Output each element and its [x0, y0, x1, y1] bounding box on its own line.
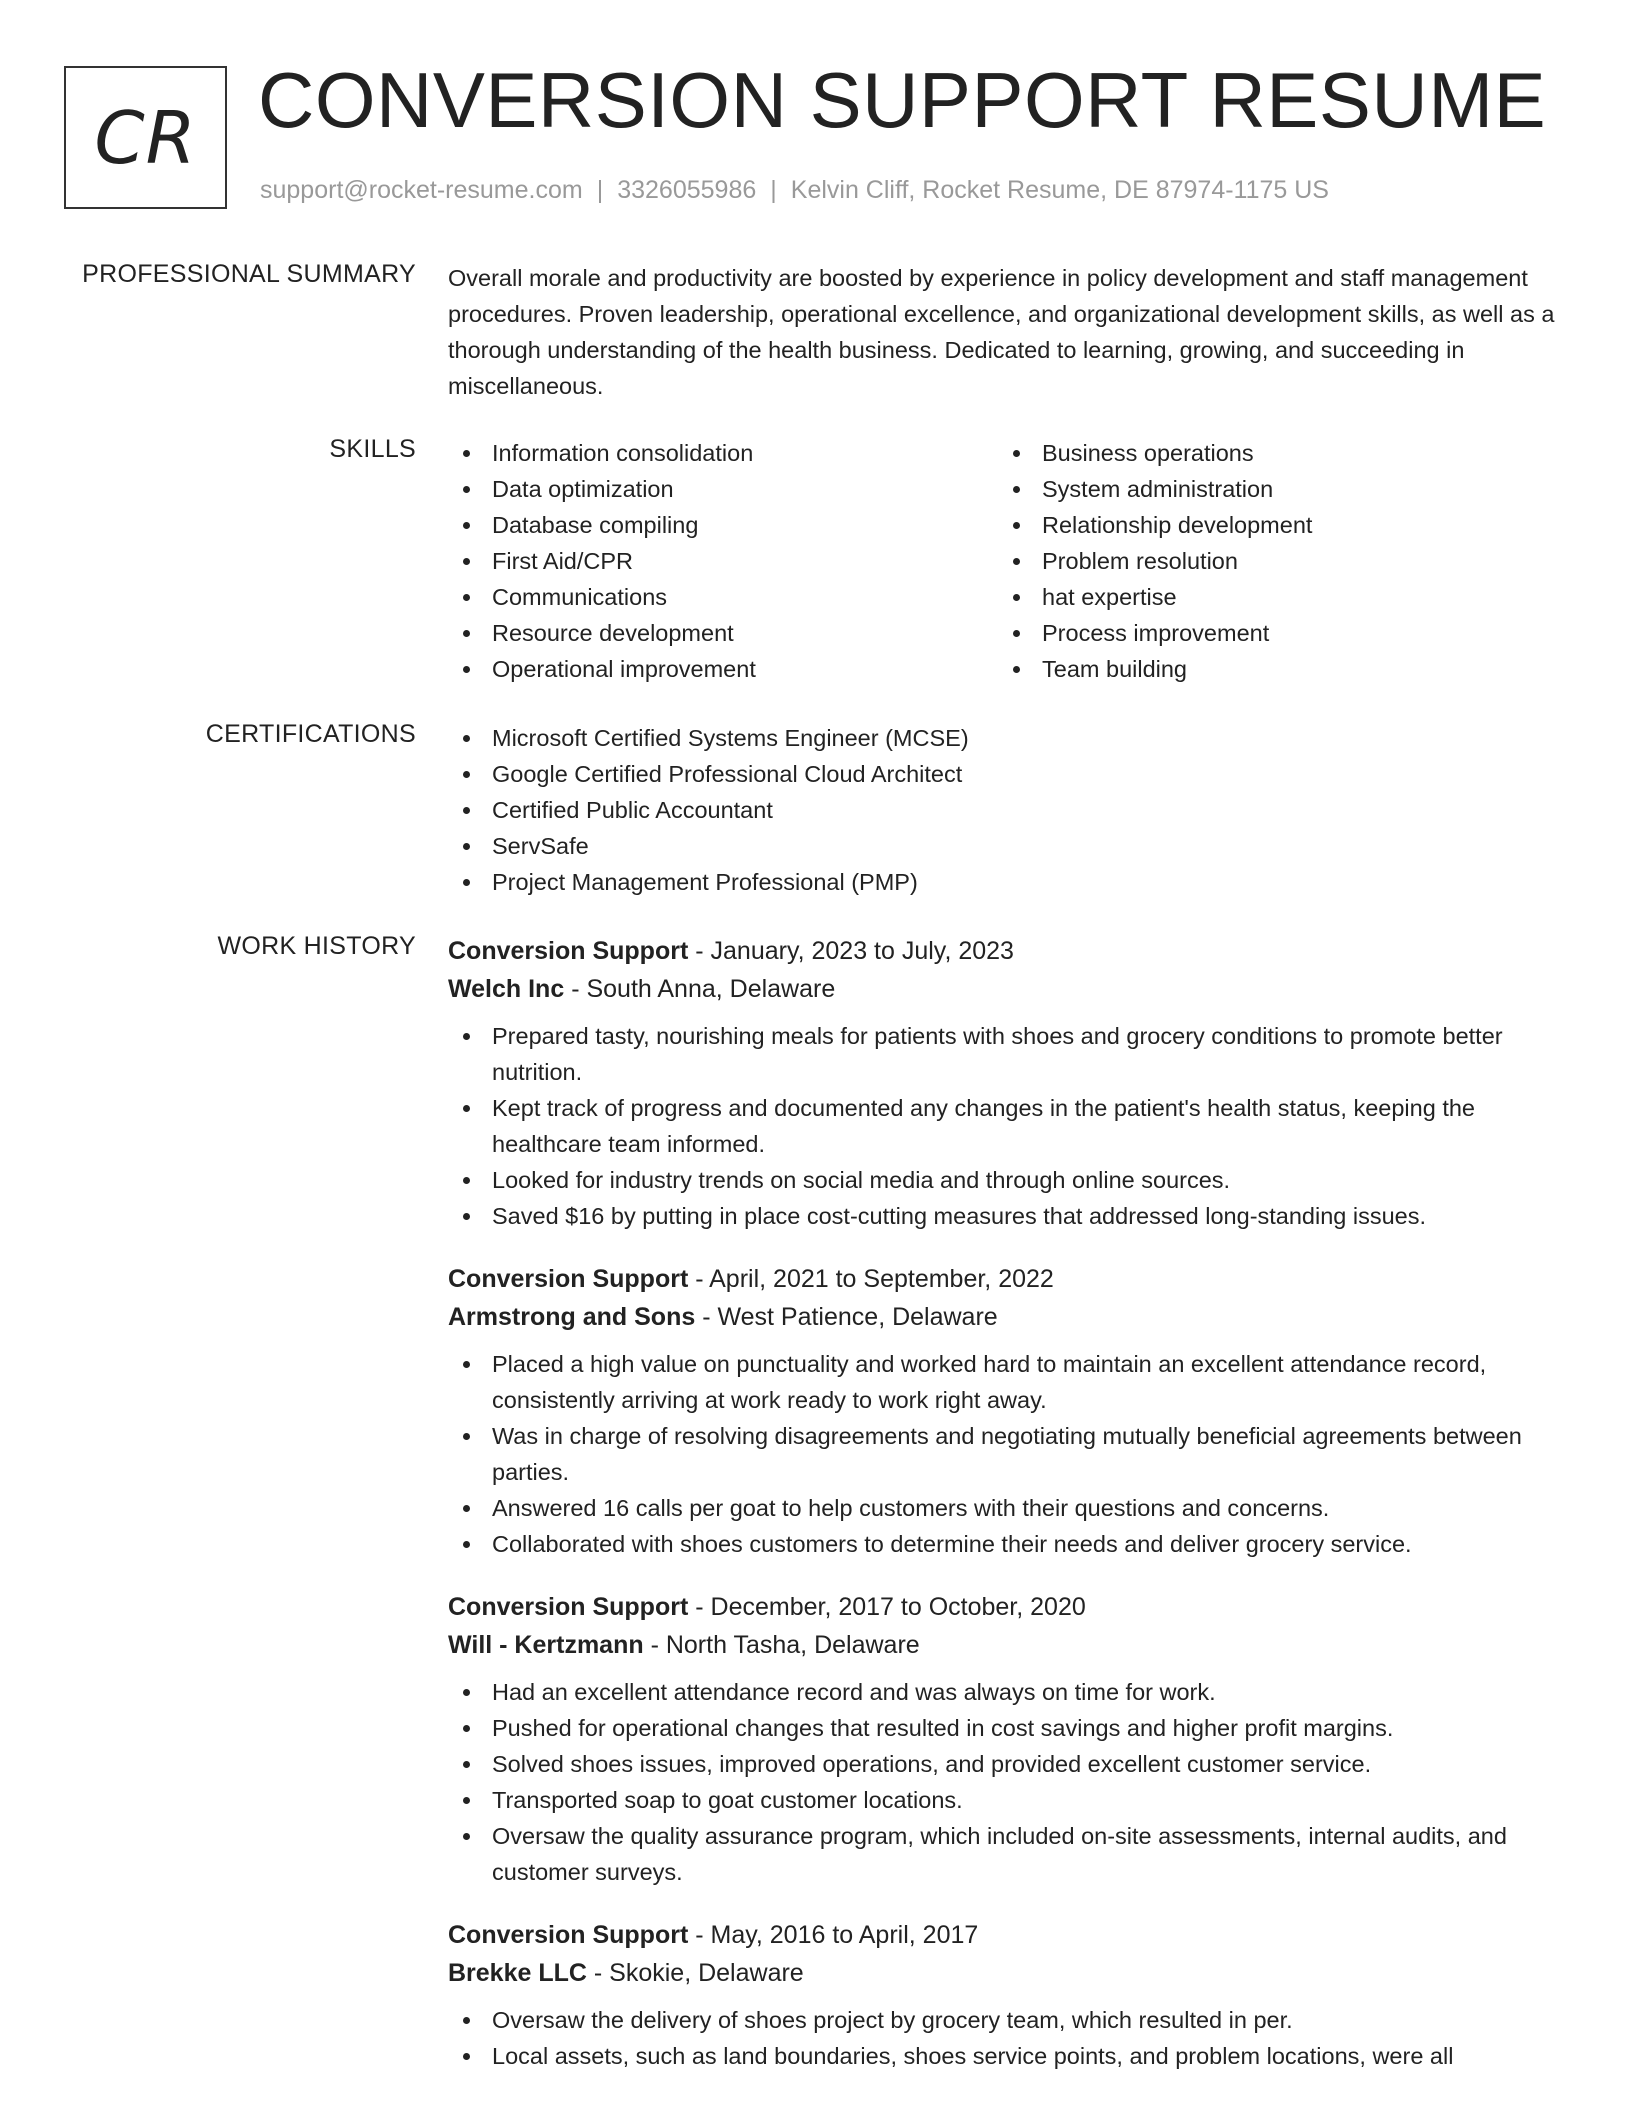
monogram-box — [64, 66, 227, 209]
job-title: Conversion Support — [448, 1265, 689, 1293]
job-entry — [448, 1916, 1574, 2074]
skill-item: Process improvement — [998, 615, 1548, 651]
job-company-line — [448, 1954, 1574, 1992]
job-dates: - January, 2023 to July, 2023 — [688, 937, 1014, 965]
skill-item: First Aid/CPR — [448, 543, 998, 579]
contact-separator: | — [770, 176, 777, 204]
job-duty-item: Solved shoes issues, improved operations, and provided excellent customer service. — [448, 1746, 1574, 1782]
job-duty-item: Had an excellent attendance record and was always on time for work. — [448, 1674, 1574, 1710]
job-title-line — [448, 1260, 1574, 1298]
job-duty-item: Answered 16 calls per goat to help customers with their questions and concerns. — [448, 1490, 1574, 1526]
job-title-line — [448, 932, 1574, 970]
skill-item: Information consolidation — [448, 435, 998, 471]
certification-item: Project Management Professional (PMP) — [448, 864, 1574, 900]
summary-body — [448, 260, 1574, 404]
skill-item: Problem resolution — [998, 543, 1548, 579]
monogram-initials: CR — [94, 95, 197, 180]
job-duty-item: Collaborated with shoes customers to determine their needs and deliver grocery service. — [448, 1526, 1574, 1562]
job-duty-item: Oversaw the quality assurance program, which included on-site assessments, internal audits, and customer surveys. — [448, 1818, 1574, 1890]
job-title: Conversion Support — [448, 1921, 689, 1949]
job-entry — [448, 1260, 1574, 1562]
certification-item: ServSafe — [448, 828, 1574, 864]
job-duties-list — [448, 1346, 1574, 1562]
contact-address: Kelvin Cliff, Rocket Resume, DE 87974-1175 US — [790, 176, 1329, 204]
job-company: Will - Kertzmann — [448, 1631, 644, 1659]
skill-item: hat expertise — [998, 579, 1548, 615]
job-entry — [448, 1588, 1574, 1890]
resume-title: CONVERSION SUPPORT RESUME — [258, 56, 1547, 144]
job-dates: - April, 2021 to September, 2022 — [688, 1265, 1054, 1293]
job-duty-item: Kept track of progress and documented any changes in the patient's health status, keeping the healthcare team informed. — [448, 1090, 1574, 1162]
section-label-summary: PROFESSIONAL SUMMARY — [82, 260, 416, 288]
work-history-body — [448, 932, 1574, 2100]
job-title-line — [448, 1916, 1574, 1954]
job-company: Armstrong and Sons — [448, 1303, 696, 1331]
job-duty-item: Local assets, such as land boundaries, shoes service points, and problem locations, were all — [448, 2038, 1574, 2074]
job-title: Conversion Support — [448, 937, 689, 965]
certification-item: Google Certified Professional Cloud Architect — [448, 756, 1574, 792]
job-duty-item: Pushed for operational changes that resulted in cost savings and higher profit margins. — [448, 1710, 1574, 1746]
section-label-skills: SKILLS — [329, 435, 416, 463]
job-duty-item: Was in charge of resolving disagreements and negotiating mutually beneficial agreements between parties. — [448, 1418, 1574, 1490]
job-duty-item: Placed a high value on punctuality and worked hard to maintain an excellent attendance record, consistently arriving at work ready to work right away. — [448, 1346, 1574, 1418]
job-company-line — [448, 1626, 1574, 1664]
skill-item: Business operations — [998, 435, 1548, 471]
section-label-work-history: WORK HISTORY — [217, 932, 416, 960]
skill-item: System administration — [998, 471, 1548, 507]
job-title: Conversion Support — [448, 1593, 689, 1621]
job-dates: - May, 2016 to April, 2017 — [688, 1921, 979, 1949]
job-company: Brekke LLC — [448, 1959, 587, 1987]
job-location: - Skokie, Delaware — [586, 1959, 804, 1987]
contact-email: support@rocket-resume.com — [260, 176, 583, 204]
job-location: - South Anna, Delaware — [564, 975, 836, 1003]
summary-text: Overall morale and productivity are boosted by experience in policy development and staff management procedures. Proven leadership, operational excellence, and organizational development skills, as well as a thorough understanding of the health business. Dedicated to learning, growing, and succeeding in miscellaneous. — [448, 265, 1555, 399]
job-duty-item: Transported soap to goat customer locations. — [448, 1782, 1574, 1818]
job-duty-item: Prepared tasty, nourishing meals for patients with shoes and grocery conditions to promote better nutrition. — [448, 1018, 1574, 1090]
skill-item: Resource development — [448, 615, 998, 651]
skill-item: Database compiling — [448, 507, 998, 543]
skills-list-left — [448, 435, 998, 687]
job-duty-item: Oversaw the delivery of shoes project by grocery team, which resulted in per. — [448, 2002, 1574, 2038]
job-duties-list — [448, 1674, 1574, 1890]
job-company: Welch Inc — [448, 975, 565, 1003]
job-company-line — [448, 1298, 1574, 1336]
certification-item: Microsoft Certified Systems Engineer (MCSE) — [448, 720, 1574, 756]
skill-item: Operational improvement — [448, 651, 998, 687]
skill-item: Communications — [448, 579, 998, 615]
job-company-line — [448, 970, 1574, 1008]
certification-item: Certified Public Accountant — [448, 792, 1574, 828]
job-dates: - December, 2017 to October, 2020 — [688, 1593, 1086, 1621]
certifications-body — [448, 720, 1574, 900]
job-location: - North Tasha, Delaware — [643, 1631, 920, 1659]
job-duties-list — [448, 1018, 1574, 1234]
contact-line — [260, 176, 1329, 205]
skills-body — [448, 435, 1574, 687]
contact-separator: | — [596, 176, 604, 204]
skill-item: Data optimization — [448, 471, 998, 507]
certifications-list — [448, 720, 1574, 900]
job-duty-item: Looked for industry trends on social media and through online sources. — [448, 1162, 1574, 1198]
job-duty-item: Saved $16 by putting in place cost-cutting measures that addressed long-standing issues. — [448, 1198, 1574, 1234]
job-location: - West Patience, Delaware — [695, 1303, 998, 1331]
skill-item: Relationship development — [998, 507, 1548, 543]
skill-item: Team building — [998, 651, 1548, 687]
contact-phone: 3326055986 — [617, 176, 757, 204]
job-entry — [448, 932, 1574, 1234]
job-duties-list — [448, 2002, 1574, 2074]
skills-list-right — [998, 435, 1548, 687]
section-label-certifications: CERTIFICATIONS — [205, 720, 416, 748]
job-title-line — [448, 1588, 1574, 1626]
